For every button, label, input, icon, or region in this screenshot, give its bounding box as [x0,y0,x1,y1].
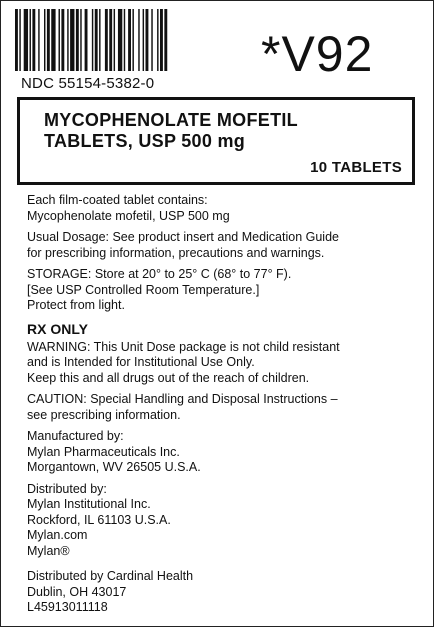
barcode-bar [114,9,115,71]
barcode-bar [151,9,152,71]
barcode-bar [85,9,88,71]
barcode-bar [61,9,64,71]
warning-line-2: and is Intended for Institutional Use Only. [27,355,255,369]
barcode-bar [51,9,55,71]
barcode-bar [80,9,81,71]
barcode-bar [32,9,35,71]
cardinal-line-2: Dublin, OH 43017 [27,584,127,599]
dosage-line-1: Usual Dosage: See product insert and Medication Guide [27,230,339,244]
barcode-bar [59,9,60,71]
barcode-bar [132,9,133,71]
distributor-line-5: Mylan® [27,543,70,558]
warning-line-1: WARNING: This Unit Dose package is not child resistant [27,339,340,354]
storage-section [27,267,423,314]
rx-only: RX ONLY [27,320,88,337]
barcode-bar [47,9,50,71]
barcode-bar [146,9,149,71]
barcode-bar [70,9,74,71]
barcode-bar [15,9,18,71]
distributor-line-3: Rockford, IL 61103 U.S.A. [27,512,171,527]
storage-line-1: STORAGE: Store at 20° to 25° C (68° to 77° F). [27,267,292,281]
manufacturer-line-2: Mylan Pharmaceuticals Inc. [27,444,180,459]
storage-line-2: [See USP Controlled Room Temperature.] [27,282,260,297]
barcode-bar [118,9,122,71]
barcode-bar [67,9,68,71]
cardinal-line-1: Distributed by Cardinal Health [27,569,194,583]
barcode-bar [30,9,31,71]
manufacturer-line-1: Manufactured by: [27,429,124,443]
product-name-box [17,97,415,185]
cardinal-section [27,569,423,616]
barcode-bar [143,9,144,71]
ndc-number: NDC 55154-5382-0 [21,75,155,92]
barcode-bar [164,9,167,71]
barcode-bar [99,9,100,71]
barcode-bar [76,9,79,71]
barcode-graphic [15,9,237,71]
barcode [15,9,237,71]
barcode-bar [95,9,98,71]
caution-section [27,392,423,423]
barcode-bar [157,9,158,71]
dosage-line-2: for prescribing information, precautions and warnings. [27,245,325,260]
barcode-bar [124,9,125,71]
barcode-bar [38,9,39,71]
product-name-line-1: MYCOPHENOLATE MOFETIL [44,110,298,130]
barcode-bar [24,9,28,71]
distributor-line-1: Distributed by: [27,481,107,496]
barcode-bar [109,9,112,71]
contents-section [27,193,423,224]
warning-section [27,340,423,387]
cardinal-line-3: L45913011118 [27,600,108,614]
contents-line-1: Each film-coated tablet contains: [27,193,208,207]
manufacturer-section [27,429,423,476]
contents-line-2: Mycophenolate mofetil, USP 500 mg [27,208,230,223]
storage-line-3: Protect from light. [27,298,125,312]
barcode-bar [44,9,45,71]
warning-line-3: Keep this and all drugs out of the reach of children. [27,370,310,385]
distributor-line-4: Mylan.com [27,528,88,542]
manufacturer-line-3: Morgantown, WV 26505 U.S.A. [27,460,201,474]
distributor-line-2: Mylan Institutional Inc. [27,497,151,511]
caution-line-1: CAUTION: Special Handling and Disposal Instructions – [27,392,338,406]
dosage-section [27,230,423,261]
barcode-bar [19,9,20,71]
distributor-section [27,482,423,560]
barcode-bar [128,9,131,71]
tablet-count: 10 TABLETS [310,159,402,176]
barcode-bar [138,9,139,71]
package-code: *V92 [261,26,374,82]
label-body [27,193,423,616]
product-name-line-2: TABLETS, USP 500 mg [44,131,246,151]
barcode-bar [105,9,108,71]
barcode-bar [92,9,93,71]
barcode-bar [160,9,163,71]
caution-line-2: see prescribing information. [27,407,181,422]
